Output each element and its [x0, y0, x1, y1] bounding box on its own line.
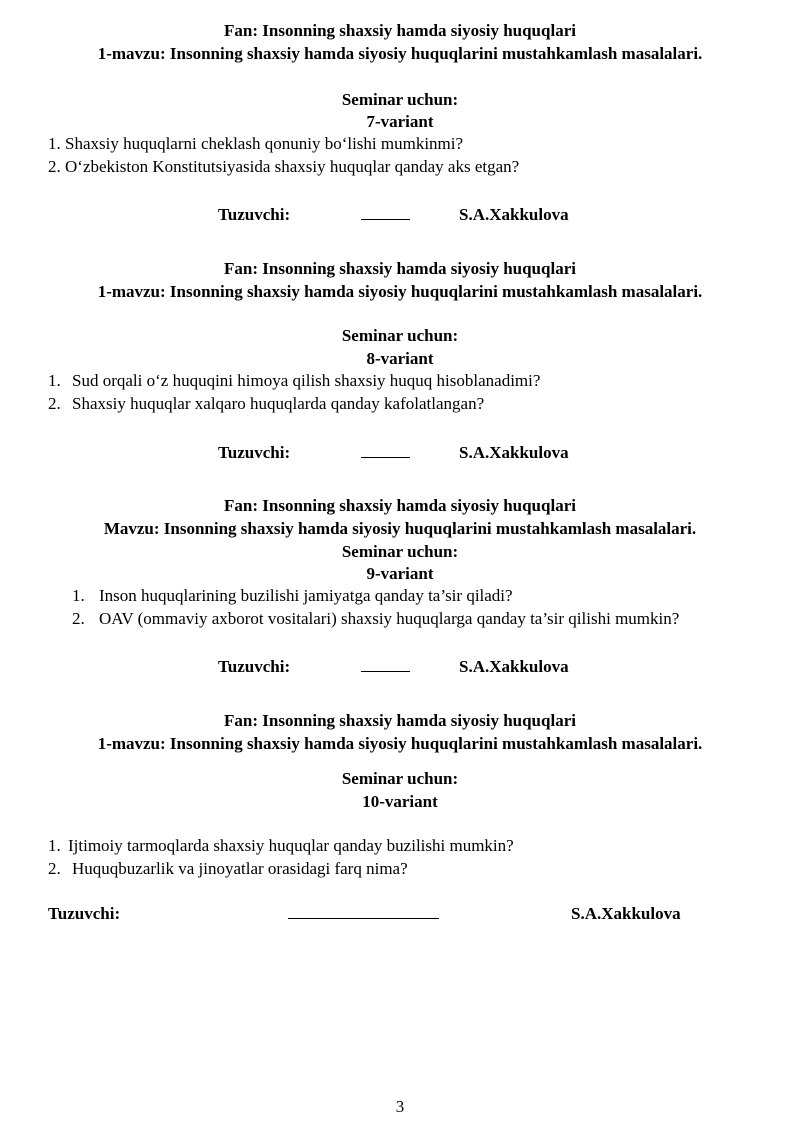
block2-variant: 8-variant — [366, 349, 434, 368]
block1-signer-label: Tuzuvchi: — [218, 205, 291, 224]
block1-variant: 7-variant — [366, 112, 434, 131]
block4-signer-name: S.A.Xakkulova — [571, 904, 681, 923]
block3-signer-label: Tuzuvchi: — [218, 657, 291, 676]
block4-question-2-number: 2. — [48, 859, 61, 878]
block2-question-1: Sud orqali o‘z huquqini himoya qilish shaxsiy huquq hisoblanadimi? — [72, 371, 541, 390]
block2-seminar-label: Seminar uchun: — [341, 326, 459, 345]
block2-signature-line — [361, 441, 410, 464]
block3-fan-title: Fan: Insonning shaxsiy hamda siyosiy huquqlari — [224, 496, 576, 515]
block3-question-2: OAV (ommaviy axborot vositalari) shaxsiy huquqlarga qanday ta’sir qilishi mumkin? — [99, 609, 680, 628]
block2-fan-title: Fan: Insonning shaxsiy hamda siyosiy huquqlari — [224, 259, 576, 278]
block4-question-1: Ijtimoiy tarmoqlarda shaxsiy huquqlar qanday buzilishi mumkin? — [68, 836, 514, 855]
block3-signer-name: S.A.Xakkulova — [459, 657, 569, 676]
block1-mavzu: 1-mavzu: Insonning shaxsiy hamda siyosiy huquqlarini mustahkamlash masalalari. — [97, 44, 703, 63]
block2-signer-label: Tuzuvchi: — [218, 443, 291, 462]
block2-question-2-number: 2. — [48, 394, 61, 413]
block4-signature-line — [288, 902, 439, 925]
block1-fan-title: Fan: Insonning shaxsiy hamda siyosiy huquqlari — [224, 21, 576, 40]
block1-question-1: 1. Shaxsiy huquqlarni cheklash qonuniy bo‘lishi mumkinmi? — [48, 134, 464, 153]
block3-question-1-number: 1. — [72, 586, 85, 605]
block3-signature-line — [361, 655, 410, 678]
block2-signer-name: S.A.Xakkulova — [459, 443, 569, 462]
block3-mavzu: Mavzu: Insonning shaxsiy hamda siyosiy huquqlarini mustahkamlash masalalari. — [103, 519, 697, 538]
block4-mavzu: 1-mavzu: Insonning shaxsiy hamda siyosiy huquqlarini mustahkamlash masalalari. — [97, 734, 703, 753]
block3-variant: 9-variant — [366, 564, 434, 583]
block1-seminar-label: Seminar uchun: — [341, 90, 459, 109]
block4-question-1-number: 1. — [48, 836, 61, 855]
block4-seminar-label: Seminar uchun: — [341, 769, 459, 788]
block4-variant: 10-variant — [362, 792, 438, 811]
block3-question-2-number: 2. — [72, 609, 85, 628]
block3-question-1: Inson huquqlarining buzilishi jamiyatga qanday ta’sir qiladi? — [99, 586, 513, 605]
block2-question-2: Shaxsiy huquqlar xalqaro huquqlarda qanday kafolatlangan? — [72, 394, 485, 413]
block2-question-1-number: 1. — [48, 371, 61, 390]
block4-question-2: Huquqbuzarlik va jinoyatlar orasidagi farq nima? — [72, 859, 408, 878]
page-number: 3 — [395, 1097, 405, 1116]
block4-signer-label: Tuzuvchi: — [48, 904, 121, 923]
block2-mavzu: 1-mavzu: Insonning shaxsiy hamda siyosiy huquqlarini mustahkamlash masalalari. — [97, 282, 703, 301]
block1-question-2: 2. O‘zbekiston Konstitutsiyasida shaxsiy huquqlar qanday aks etgan? — [48, 157, 520, 176]
block1-signature-line — [361, 203, 410, 226]
block1-signer-name: S.A.Xakkulova — [459, 205, 569, 224]
block3-seminar-label: Seminar uchun: — [341, 542, 459, 561]
block4-fan-title: Fan: Insonning shaxsiy hamda siyosiy huquqlari — [224, 711, 576, 730]
